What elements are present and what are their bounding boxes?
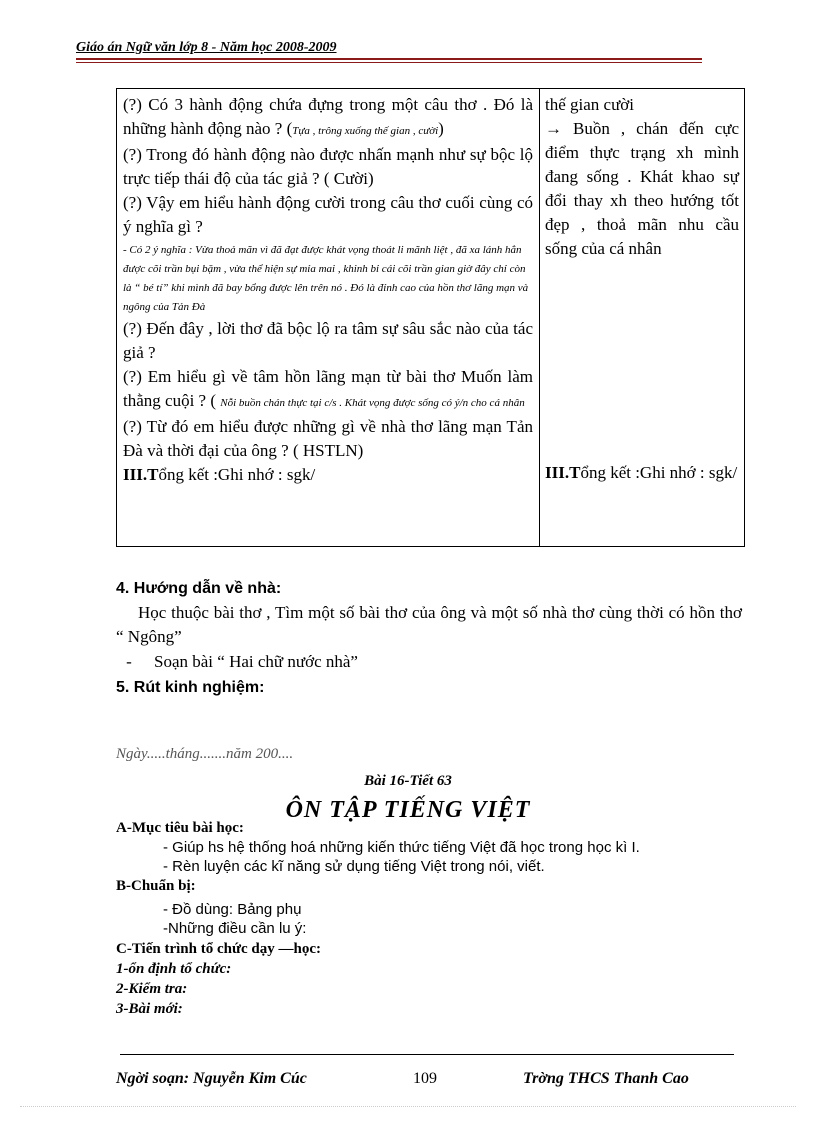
table-column-divider [539, 89, 540, 546]
left-summary: III.Tổng kết :Ghi nhớ : sgk/ [123, 465, 316, 484]
right-paragraph: → Buồn , chán đến cực điểm thực trạng xh mình đang sống . Khát khao sự đổi thay xh theo hướng tốt đẹp , thoả mãn nhu cầu sống của cá nhân [545, 119, 739, 258]
question-5-note: Nỗi buồn chán thực tại c/s . Khát vọng được sống có ý/n cho cá nhân [220, 397, 525, 409]
date-line: Ngày.....tháng.......năm 200.... [116, 746, 294, 762]
prep-item-1: - Đồ dùng: Bảng phụ [163, 901, 302, 918]
question-6: (?) Từ đó em hiểu được những gì về nhà thơ lãng mạn Tản Đà và thời đại của ông ? ( HSTLN) [123, 417, 533, 460]
question-5: (?) Em hiểu gì về tâm hồn lãng mạn từ bài thơ Muốn làm thằng cuội ? ( Nỗi buồn chán thực tại c/s . Khát vọng được sống có ý/n cho cá nhân [123, 367, 533, 410]
question-2: (?) Trong đó hành động nào được nhấn mạnh như sự bộc lộ trực tiếp thái độ của tác giả ? ( Cười) [123, 145, 533, 188]
process-step-3: 3-Bài mới: [116, 1001, 183, 1017]
footer-rule [120, 1054, 734, 1055]
page-bottom-dotted-rule [20, 1106, 796, 1107]
process-step-2: 2-Kiểm tra: [116, 981, 188, 997]
lesson-number: Bài 16-Tiết 63 [364, 773, 452, 789]
objectives-heading: A-Mục tiêu bài học: [116, 820, 244, 836]
header-rule-thick [76, 58, 702, 60]
right-line-1: thế gian cười [545, 95, 635, 114]
answer-3-note: - Có 2 ý nghĩa : Vừa thoả mãn vì đã đạt được khát vọng thoát li mãnh liệt , đã xa lánh hẳn được cõi trần bụi bặm , vừa thể hiện sự mỉa mai , khinh bỉ cái cõi trần gian giờ đây chỉ còn là “ bé tí” khi mình đã bay bổng được lên trên nó . Đó là đỉnh cao của hồn thơ lãng mạn và ngông của Tản Đà [123, 244, 529, 313]
header-rule-thin [76, 62, 702, 63]
objective-item-1: - Giúp hs hệ thống hoá những kiến thức tiếng Việt đã học trong học kì I. [163, 839, 640, 856]
lesson-title: ÔN TẬP TIẾNG VIỆT [285, 797, 531, 823]
objective-item-2: - Rèn luyện các kĩ năng sử dụng tiếng Việt trong nói, viết. [163, 858, 545, 875]
table-left-cell [123, 93, 533, 487]
prep-item-2: -Những điều cần lu ý: [163, 920, 307, 937]
experience-heading: 5. Rút kinh nghiệm: [116, 679, 265, 696]
right-summary: III.Tổng kết :Ghi nhớ : sgk/ [545, 463, 738, 482]
footer-school: Trờng THCS Thanh Cao [523, 1070, 689, 1087]
table-right-cell [545, 93, 739, 261]
process-step-1: 1-ổn định tổ chức: [116, 961, 232, 977]
homework-text: Học thuộc bài thơ , Tìm một số bài thơ của ông và một số nhà thơ cùng thời có hồn thơ “ Ngông” [116, 603, 742, 646]
homework-heading: 4. Hướng dẫn về nhà: [116, 580, 282, 597]
question-3: (?) Vậy em hiểu hành động cười trong câu thơ cuối cùng có ý nghĩa gì ? [123, 193, 533, 236]
homework-bullet: - Soạn bài “ Hai chữ nước nhà” [126, 652, 358, 671]
footer-author: Ngời soạn: Nguyễn Kim Cúc [116, 1070, 307, 1087]
question-1-note: Tựa , trông xuống thế gian , cười [292, 125, 439, 137]
footer-page-number: 109 [413, 1070, 437, 1087]
question-4: (?) Đến đây , lời thơ đã bộc lộ ra tâm sự sâu sắc nào của tác giả ? [123, 319, 533, 362]
question-1: (?) Có 3 hành động chứa đựng trong một câu thơ . Đó là những hành động nào ? (Tựa , trông xuống thế gian , cười) [123, 95, 533, 138]
prep-heading: B-Chuẩn bị: [116, 878, 196, 894]
process-heading: C-Tiến trình tổ chức dạy —học: [116, 941, 321, 957]
lesson-table [116, 88, 745, 547]
document-header-title: Giáo án Ngữ văn lớp 8 - Năm học 2008-2009 [76, 40, 337, 55]
